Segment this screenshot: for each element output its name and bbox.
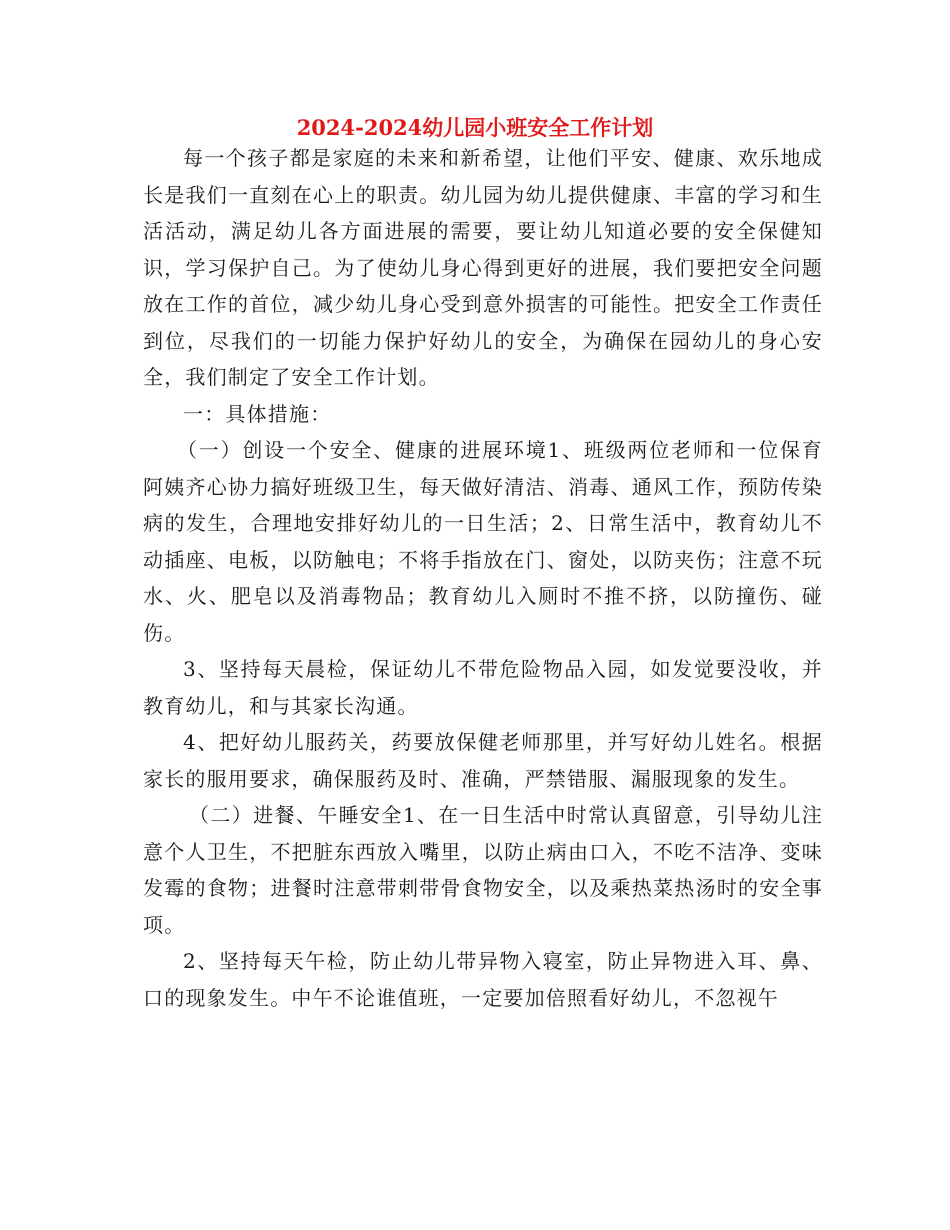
paragraph-section-heading: 一：具体措施： xyxy=(183,401,332,426)
document-body xyxy=(143,140,823,1016)
paragraph-measure-1: （一）创设一个安全、健康的进展环境1、班级两位老师和一位保育阿姨齐心协力搞好班级卫生，每天做好清洁、消毒、通风工作，预防传染病的发生，合理地安排好幼儿的一日生活；2、日常生活中，教育幼儿不动插座、电板，以防触电；不将手指放在门、窗处，以防夹伤；注意不玩水、火、肥皂以及消毒物品；教育幼儿入厕时不推不挤，以防撞伤、碰伤。 xyxy=(143,438,823,645)
paragraph-meal-safety: （二）进餐、午睡安全1、在一日生活中时常认真留意，引导幼儿注意个人卫生，不把脏东西放入嘴里，以防止病由口入，不吃不洁净、变味发霉的食物；进餐时注意带刺带骨食物安全，以及乘热菜热汤时的安全事项。 xyxy=(143,803,823,937)
paragraph-measure-4: 4、把好幼儿服药关，药要放保健老师那里，并写好幼儿姓名。根据家长的服用要求，确保服药及时、准确，严禁错服、漏服现象的发生。 xyxy=(143,730,823,791)
document-title: 2024-2024幼儿园小班安全工作计划 xyxy=(296,115,654,140)
paragraph-nap-check: 2、坚持每天午检，防止幼儿带异物入寝室，防止异物进入耳、鼻、口的现象发生。中午不论谁值班，一定要加倍照看好幼儿，不忽视午 xyxy=(143,949,823,1010)
paragraph-intro: 每一个孩子都是家庭的未来和新希望，让他们平安、健康、欢乐地成长是我们一直刻在心上的职责。幼儿园为幼儿提供健康、丰富的学习和生活活动，满足幼儿各方面进展的需要，要让幼儿知道必要的安全保健知识，学习保护自己。为了使幼儿身心得到更好的进展，我们要把安全问题放在工作的首位，减少幼儿身心受到意外损害的可能性。把安全工作责任到位，尽我们的一切能力保护好幼儿的安全，为确保在园幼儿的身心安全，我们制定了安全工作计划。 xyxy=(143,146,823,389)
paragraph-measure-3: 3、坚持每天晨检，保证幼儿不带危险物品入园，如发觉要没收，并教育幼儿，和与其家长沟通。 xyxy=(143,657,823,718)
